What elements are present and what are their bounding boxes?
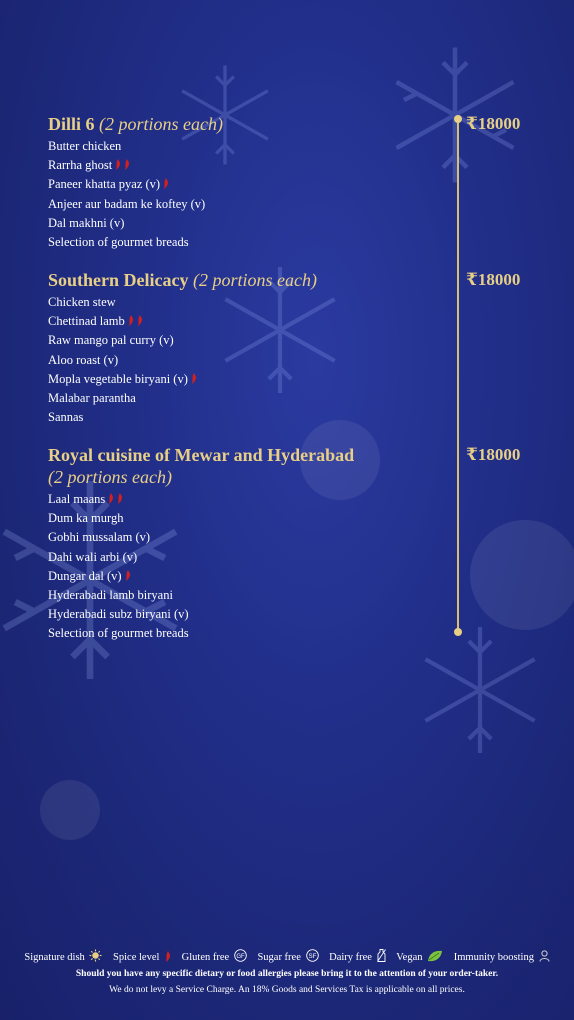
bokeh-light: [40, 780, 100, 840]
dish-item: [48, 408, 317, 427]
section-title: Dilli 6 (2 portions each): [48, 114, 223, 134]
dish-item: [48, 509, 354, 528]
dish-name: Malabar parantha: [48, 391, 136, 406]
chili-icon: [107, 493, 114, 504]
dish-item: [48, 586, 354, 605]
dish-item: [48, 293, 317, 312]
dish-item: [48, 624, 354, 643]
chili-icon: [123, 159, 130, 170]
legend-dairy: Dairy free: [329, 952, 388, 963]
dish-name: Mopla vegetable biryani (v): [48, 371, 188, 386]
dish-name: Dungar dal (v): [48, 568, 122, 583]
bokeh-light: [470, 520, 574, 630]
dish-name: Rarrha ghost: [48, 158, 113, 173]
section-price: ₹18000: [466, 445, 521, 464]
chili-icon: [164, 951, 171, 962]
dish-item: [48, 605, 354, 624]
legend-sugar: Sugar free SF: [257, 952, 321, 963]
dish-list: [48, 137, 223, 252]
chili-icon: [116, 493, 123, 504]
dish-name: Aloo roast (v): [48, 352, 119, 367]
chili-icon: [190, 373, 197, 384]
chili-icon: [136, 315, 143, 326]
dish-item: [48, 528, 354, 547]
legend-spice: Spice level: [113, 952, 174, 963]
menu-section-southern-delicacy: [48, 269, 317, 427]
sun-icon: [89, 949, 102, 962]
chili-icon: [124, 570, 131, 581]
dish-item: [48, 214, 223, 233]
dish-item: [48, 490, 354, 509]
dish-name: Sannas: [48, 410, 84, 425]
dish-name: Hyderabadi subz biryani (v): [48, 607, 189, 622]
dish-list: [48, 293, 317, 427]
dish-item: [48, 389, 317, 408]
dish-name: Gobhi mussalam (v): [48, 530, 151, 545]
dish-name: Selection of gourmet breads: [48, 235, 189, 250]
svg-text:GF: GF: [236, 953, 245, 960]
gluten-free-icon: [234, 949, 247, 962]
dish-name: Dahi wali arbi (v): [48, 549, 138, 564]
menu-section-royal-cuisine: [48, 444, 354, 644]
dish-item: [48, 233, 223, 252]
chili-icon: [114, 159, 121, 170]
legend-vegan: Vegan: [396, 952, 446, 963]
dish-name: Raw mango pal curry (v): [48, 333, 174, 348]
leaf-icon: [427, 950, 443, 962]
dish-item: [48, 312, 317, 331]
price-divider-line: [457, 119, 459, 633]
dish-item: [48, 175, 223, 194]
dish-name: Anjeer aur badam ke koftey (v): [48, 196, 206, 211]
dish-name: Chicken stew: [48, 295, 116, 309]
dietary-legend: [0, 949, 574, 963]
dish-item: [48, 195, 223, 214]
allergy-note: Should you have any specific dietary or food allergies please bring it to the attention of your order-taker.: [75, 969, 499, 979]
dish-name: Butter chicken: [48, 139, 122, 153]
snowflake-decoration: [410, 620, 550, 760]
dish-name: Selection of gourmet breads: [48, 626, 189, 641]
tax-note: We do not levy a Service Charge. An 18% Goods and Services Tax is applicable on all prices.: [109, 985, 465, 995]
dish-name: Laal maans: [48, 492, 106, 506]
legend-gluten: Gluten free GF: [182, 952, 250, 963]
dish-item: [48, 156, 223, 175]
person-icon: [539, 950, 550, 962]
chili-icon: [127, 315, 134, 326]
dish-item: [48, 331, 317, 350]
legend-signature: Signature dish: [24, 952, 105, 963]
dish-name: Dal makhni (v): [48, 215, 125, 230]
section-price: ₹18000: [466, 270, 521, 289]
dish-name: Dum ka murgh: [48, 511, 124, 526]
dish-item: [48, 548, 354, 567]
divider-dot-top: [454, 115, 462, 123]
chili-icon: [162, 178, 169, 189]
dish-name: Paneer khatta pyaz (v): [48, 177, 161, 192]
dish-name: Hyderabadi lamb biryani: [48, 588, 173, 603]
dish-name: Chettinad lamb: [48, 314, 125, 329]
section-title: Southern Delicacy (2 portions each): [48, 270, 317, 290]
dish-item: [48, 370, 317, 389]
section-price: ₹18000: [466, 114, 521, 133]
dish-item: [48, 137, 223, 156]
divider-dot-bottom: [454, 628, 462, 636]
dish-list: [48, 490, 354, 644]
menu-section-dilli-6: [48, 113, 223, 252]
sugar-free-icon: [306, 949, 319, 962]
section-title: Royal cuisine of Mewar and Hyderabad (2 portions each): [48, 445, 355, 487]
milk-bottle-icon: [377, 949, 386, 962]
dish-item: [48, 351, 317, 370]
dish-item: [48, 567, 354, 586]
legend-immunity: Immunity boosting: [454, 952, 550, 963]
svg-text:SF: SF: [308, 953, 316, 960]
